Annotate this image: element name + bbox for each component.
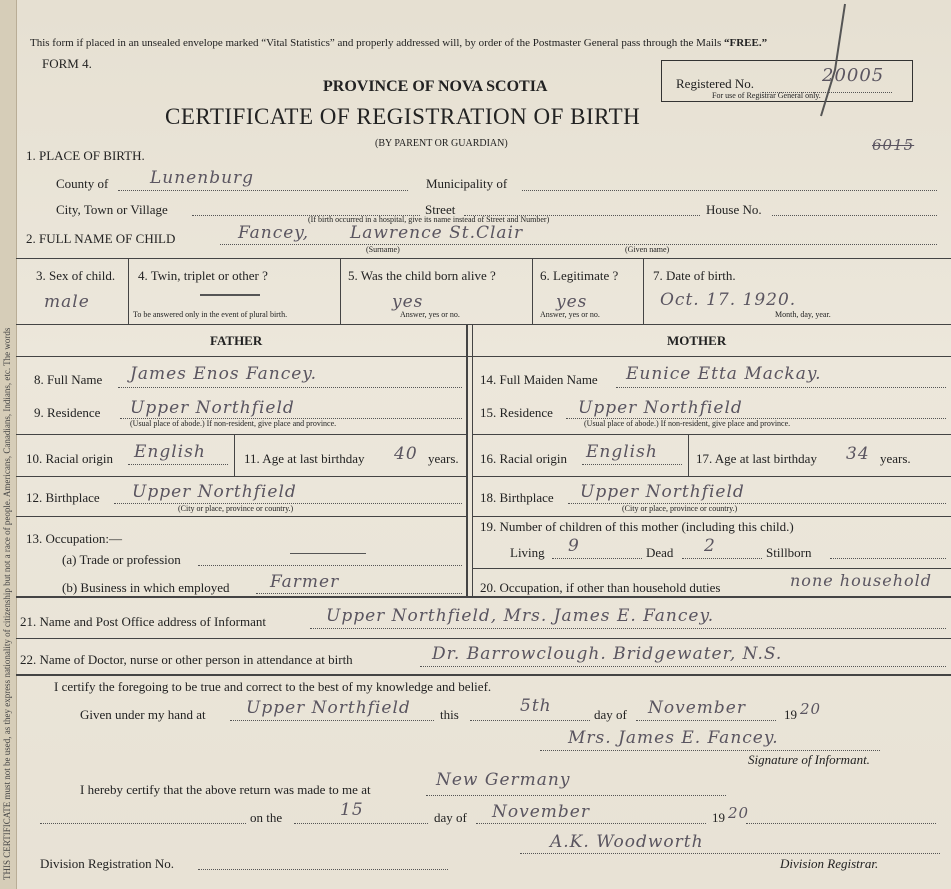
- trade-label: (a) Trade or profession: [62, 552, 181, 567]
- mother-age-label: 17. Age at last birthday: [696, 451, 817, 466]
- registrar-dayof-label: day of: [434, 810, 467, 825]
- child-given-name: Lawrence St.Clair: [350, 223, 524, 243]
- father-race-label: 10. Racial origin: [26, 451, 114, 466]
- given-month: November: [648, 698, 746, 718]
- child-surname: Fancey,: [238, 223, 310, 243]
- alive-label: 5. Was the child born alive ?: [348, 268, 496, 283]
- registrar-signature: A.K. Woodworth: [550, 832, 704, 852]
- margin-number: 6015: [872, 136, 915, 154]
- father-bp: Upper Northfield: [132, 482, 297, 502]
- father-years: years.: [428, 451, 459, 466]
- informant-value: Upper Northfield, Mrs. James E. Fancey.: [326, 606, 715, 626]
- mother-years: years.: [880, 451, 911, 466]
- father-res: Upper Northfield: [130, 398, 295, 418]
- mother-res: Upper Northfield: [578, 398, 743, 418]
- mother-res-label: 15. Residence: [480, 405, 553, 420]
- father-heading: FATHER: [210, 333, 263, 348]
- given-year-prefix: 19: [784, 707, 797, 722]
- mother-age: 34: [846, 444, 870, 464]
- mother-res-note: (Usual place of abode.) If non-resident, give place and province.: [584, 419, 791, 428]
- father-bp-note: (City or place, province or country.): [178, 504, 294, 513]
- child-name-label: 2. FULL NAME OF CHILD: [26, 231, 176, 246]
- hospital-note: (If birth occurred in a hospital, give its name instead of Street and Number): [308, 215, 550, 224]
- given-place: Upper Northfield: [246, 698, 411, 718]
- certify-statement: I certify the foregoing to be true and correct to the best of my knowledge and belief.: [54, 679, 492, 694]
- this-label: this: [440, 707, 459, 722]
- informant-signature: Mrs. James E. Fancey.: [568, 728, 779, 748]
- mother-name-label: 14. Full Maiden Name: [480, 372, 598, 387]
- dob-value: Oct. 17. 1920.: [660, 290, 797, 310]
- living-label: Living: [510, 545, 545, 560]
- father-name-label: 8. Full Name: [34, 372, 103, 387]
- mother-heading: MOTHER: [667, 333, 727, 348]
- given-dayof-label: day of: [594, 707, 627, 722]
- registrar-year-prefix: 19: [712, 810, 725, 825]
- city-label: City, Town or Village: [56, 202, 168, 217]
- alive-note: Answer, yes or no.: [400, 310, 460, 319]
- mother-occ-label: 20. Occupation, if other than household duties: [480, 580, 721, 595]
- registrar-day: 15: [340, 800, 364, 820]
- twin-label: 4. Twin, triplet or other ?: [138, 268, 268, 283]
- pencil-check-mark: [815, 0, 855, 120]
- certificate-subtitle: (BY PARENT OR GUARDIAN): [375, 138, 508, 149]
- on-the-label: on the: [250, 810, 283, 825]
- father-biz: Farmer: [270, 572, 340, 592]
- given-label: Given under my hand at: [80, 707, 206, 722]
- registrar-note: For use of Registrar General only.: [712, 91, 821, 100]
- registrar-month: November: [492, 802, 590, 822]
- registrar-place: New Germany: [436, 770, 571, 790]
- father-age-label: 11. Age at last birthday: [244, 451, 365, 466]
- registrar-label: Division Registrar.: [780, 856, 879, 871]
- informant-sig-label: Signature of Informant.: [748, 752, 870, 767]
- legit-value: yes: [556, 292, 588, 312]
- spine-text: THIS CERTIFICATE must not be used, as they express nationality of citizenship but not a race of people. Americans, Canadians, Indians, etc. The words: [2, 327, 12, 880]
- form-number: FORM 4.: [42, 56, 92, 71]
- postal-notice: This form if placed in an unsealed envelope marked “Vital Statistics” and properly addressed will, by order of the Postmaster General pass through the Mails “FREE.”: [30, 37, 768, 49]
- legit-label: 6. Legitimate ?: [540, 268, 619, 283]
- twin-note: To be answered only in the event of plural birth.: [133, 310, 288, 319]
- registrar-statement: I hereby certify that the above return was made to me at: [80, 782, 371, 797]
- place-heading: 1. PLACE OF BIRTH.: [26, 148, 145, 163]
- municipality-label: Municipality of: [426, 176, 508, 191]
- registered-box: [661, 60, 913, 102]
- father-age: 40: [394, 444, 418, 464]
- given-day: 5th: [520, 696, 552, 716]
- surname-note: (Surname): [366, 245, 400, 254]
- father-name: James Enos Fancey.: [130, 364, 318, 384]
- mother-bp: Upper Northfield: [580, 482, 745, 502]
- doctor-label: 22. Name of Doctor, nurse or other person in attendance at birth: [20, 652, 353, 667]
- living-value: 9: [568, 536, 580, 556]
- legit-note: Answer, yes or no.: [540, 310, 600, 319]
- informant-label: 21. Name and Post Office address of Informant: [20, 614, 266, 629]
- dob-label: 7. Date of birth.: [653, 268, 736, 283]
- county-value: Lunenburg: [150, 168, 255, 188]
- doctor-value: Dr. Barrowclough. Bridgewater, N.S.: [432, 644, 783, 664]
- stillborn-label: Stillborn: [766, 545, 812, 560]
- father-race: English: [134, 442, 206, 462]
- street-label: Street: [425, 202, 456, 217]
- sex-value: male: [44, 292, 90, 312]
- given-year: 20: [800, 700, 822, 718]
- mother-race-label: 16. Racial origin: [480, 451, 568, 466]
- biz-label: (b) Business in which employed: [62, 580, 230, 595]
- dead-value: 2: [704, 536, 716, 556]
- division-reg-label: Division Registration No.: [40, 856, 174, 871]
- mother-name: Eunice Etta Mackay.: [626, 364, 822, 384]
- alive-value: yes: [392, 292, 424, 312]
- mother-bp-note: (City or place, province or country.): [622, 504, 738, 513]
- dob-note: Month, day, year.: [775, 310, 831, 319]
- mother-occ: none household: [790, 571, 933, 590]
- registrar-year: 20: [728, 804, 750, 822]
- father-res-note: (Usual place of abode.) If non-resident, give place and province.: [130, 419, 337, 428]
- province-heading: PROVINCE OF NOVA SCOTIA: [323, 78, 548, 95]
- mother-bp-label: 18. Birthplace: [480, 490, 554, 505]
- certificate-title: CERTIFICATE OF REGISTRATION OF BIRTH: [165, 104, 641, 129]
- registered-label: Registered No.: [676, 76, 754, 91]
- left-margin-strip: [0, 0, 17, 889]
- father-bp-label: 12. Birthplace: [26, 490, 100, 505]
- given-note: (Given name): [625, 245, 670, 254]
- father-res-label: 9. Residence: [34, 405, 101, 420]
- registered-number: 20005: [822, 65, 885, 86]
- father-occ-label: 13. Occupation:—: [26, 531, 123, 546]
- children-label: 19. Number of children of this mother (including this child.): [480, 519, 794, 534]
- county-label: County of: [56, 176, 109, 191]
- mother-race: English: [586, 442, 658, 462]
- dead-label: Dead: [646, 545, 674, 560]
- house-label: House No.: [706, 202, 762, 217]
- sex-label: 3. Sex of child.: [36, 268, 116, 283]
